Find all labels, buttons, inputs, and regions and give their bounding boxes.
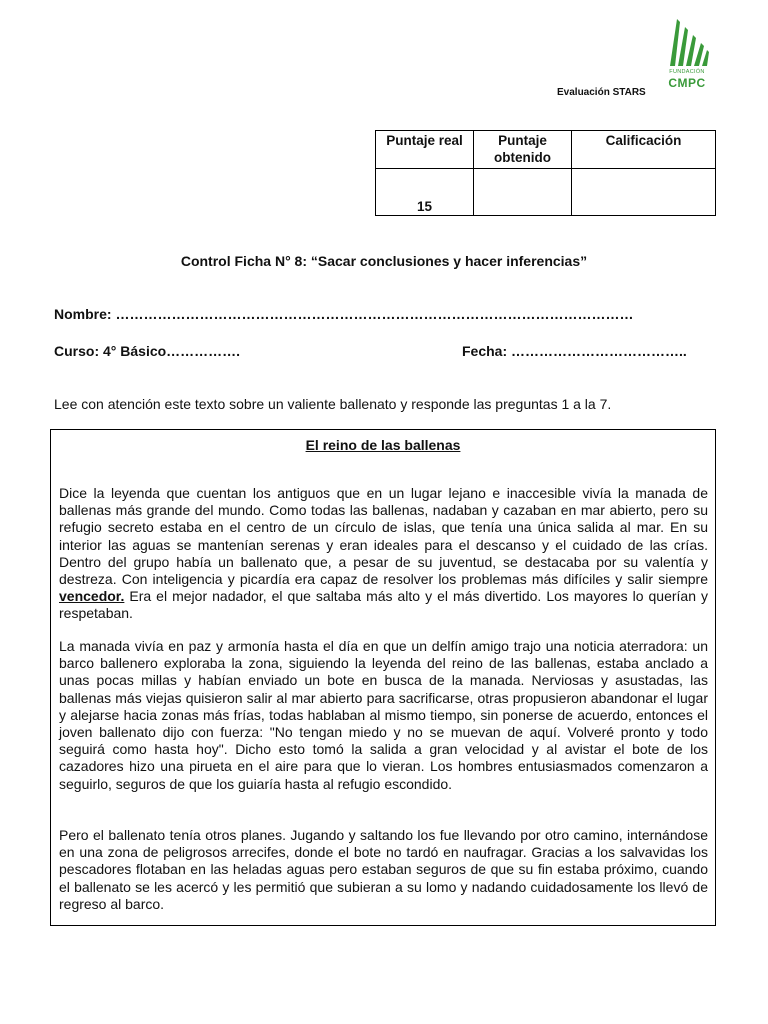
fecha-field[interactable]: Fecha: ……………………………….. <box>462 343 687 359</box>
curso-field[interactable]: Curso: 4° Básico……………. <box>54 343 241 359</box>
value-puntaje-real: 15 <box>376 169 474 216</box>
reading-title: El reino de las ballenas <box>305 437 461 453</box>
reading-paragraph-2: La manada vivía en paz y armonía hasta el día en que un delfín amigo trajo una noticia aterradora: un barco ballenero exploraba la zona, siguiendo la leyenda del reino de las ballenas, estaba anclado a unas pocas millas y habían enviado un bote en busca de la manada. Nerviosas y asustadas, las ballenas más viejas quisieron salir al mar abierto para sacrificarse, otras propusieron abandonar el lugar y alejarse hacia zonas más frías, todas hablaban al mismo tiempo, sin ponerse de acuerdo, entonces el joven ballenato dijo con fuerza: "No tengan miedo y no se muevan de aquí. Volveré pronto y todo seguirá como hasta hoy". Dicho esto tomó la salida a gran velocidad y al avistar el bote de los cazadores hizo una pirueta en el aire para que lo vieran. Los hombres entusiasmados comenzaron a seguirlo, seguros de que los guiaría hasta al refugio escondido. <box>59 638 708 792</box>
header-puntaje-real: Puntaje real <box>376 131 474 169</box>
reading-paragraph-3: Pero el ballenato tenía otros planes. Jugando y saltando los fue llevando por otro camino, internándose en una zona de peligrosos arrecifes, donde el bote no tardó en naufragar. Gracias a los salvavidas los pescadores flotaban en las heladas aguas pero estaban seguros de que su fin estaba próximo, cuando el ballenato se les acercó y les permitió que subieran a su lomo y nadando cuidadosamente los llevó de regreso al barco. <box>59 827 708 912</box>
score-table-value-row <box>376 169 716 216</box>
score-table-header-row <box>376 131 716 169</box>
emphasized-word: vencedor. <box>59 588 125 605</box>
logo-brand-text: CMPC <box>668 76 706 90</box>
page-title: Control Ficha N° 8: “Sacar conclusiones y hacer inferencias” <box>180 253 588 269</box>
header-puntaje-obtenido: Puntaje obtenido <box>474 131 572 169</box>
nombre-field[interactable]: Nombre: ………………………………………………………………………………………………… <box>54 306 634 322</box>
evaluation-label: Evaluación STARS <box>557 87 646 98</box>
instructions-text: Lee con atención este texto sobre un valiente ballenato y responde las preguntas 1 a la 7. <box>54 396 612 412</box>
paragraph-1-text-end: Era el mejor nadador, el que saltaba más alto y el más divertido. Los mayores lo querían y respetaban. <box>59 588 708 622</box>
header-calificacion: Calificación <box>572 131 716 169</box>
reading-passage-box <box>50 429 716 926</box>
logo-foundation-text: FUNDACIÓN <box>669 69 705 75</box>
reading-paragraph-1 <box>59 485 708 623</box>
paragraph-1-text-start: Dice la leyenda que cuentan los antiguos que en un lugar lejano e inaccesible vivía la manada de ballenas más grande del mundo. Como todas las ballenas, nadaban y cazaban en mar abierto, pero su refugio secreto estaba en el centro de un círculo de islas, que tenía una única salida al mar. En su interior las aguas se mantenían serenas y eran ideales para el descanso y el cuidado de las crías. Dentro del grupo había un ballenato que, a pesar de su juventud, se destacaba por su valentía y destreza. Con inteligencia y picardía era capaz de resolver los problemas más difíciles y salir siempre <box>59 485 708 588</box>
value-calificacion[interactable] <box>572 169 716 216</box>
fundacion-cmpc-logo <box>664 14 710 90</box>
cmpc-tree-logo-icon <box>664 14 710 68</box>
score-table <box>375 130 716 216</box>
value-puntaje-obtenido[interactable] <box>474 169 572 216</box>
